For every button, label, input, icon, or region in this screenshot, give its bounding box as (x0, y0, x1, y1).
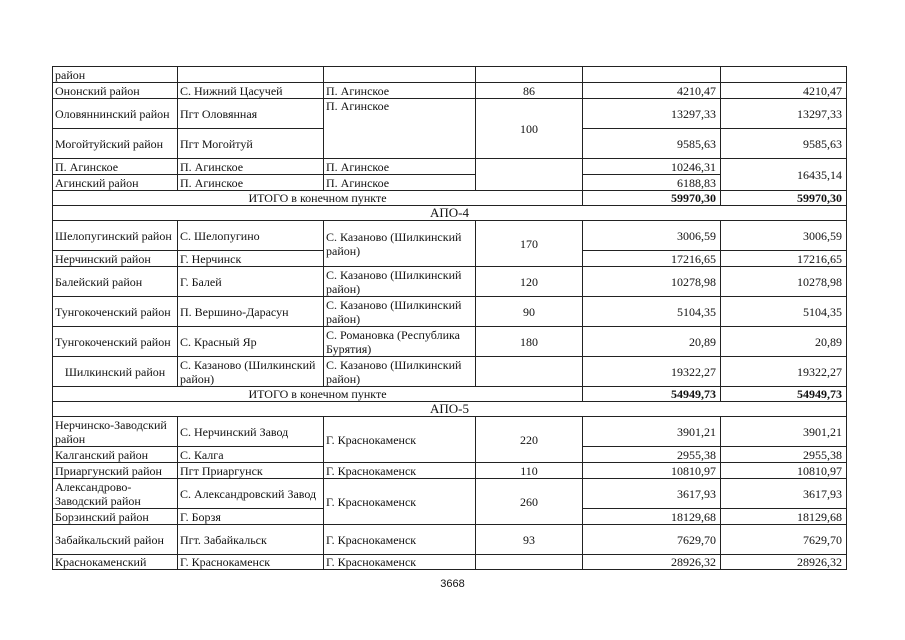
district-cell: район (53, 67, 178, 83)
distance-cell: 100 (476, 99, 583, 159)
volume-cell: 3901,21 (583, 417, 721, 447)
origin-cell: П. Агинское (178, 175, 324, 191)
origin-cell: Пгт Приаргунск (178, 463, 324, 479)
table-row (53, 555, 847, 570)
volume-final-cell: 18129,68 (721, 509, 847, 525)
origin-cell: Г. Нерчинск (178, 251, 324, 267)
district-cell: Нерчинский район (53, 251, 178, 267)
volume-cell: 5104,35 (583, 297, 721, 327)
table-row (53, 357, 847, 387)
distance-cell: 170 (476, 221, 583, 267)
distance-cell: 86 (476, 83, 583, 99)
group-row (53, 402, 847, 417)
origin-cell (178, 67, 324, 83)
total-volume-final: 54949,73 (721, 387, 847, 402)
volume-final-cell: 19322,27 (721, 357, 847, 387)
total-volume: 59970,30 (583, 191, 721, 206)
table-row (53, 327, 847, 357)
table-row (53, 67, 847, 83)
total-volume-final: 59970,30 (721, 191, 847, 206)
distance-cell (476, 357, 583, 387)
destination-cell: С. Романовка (Республика Бурятия) (324, 327, 476, 357)
origin-cell: П. Вершино-Дарасун (178, 297, 324, 327)
district-cell: Шелопугинский район (53, 221, 178, 251)
total-volume: 54949,73 (583, 387, 721, 402)
district-cell: Могойтуйский район (53, 129, 178, 159)
volume-cell: 20,89 (583, 327, 721, 357)
volume-cell: 3006,59 (583, 221, 721, 251)
volume-cell: 10278,98 (583, 267, 721, 297)
volume-final-cell: 17216,65 (721, 251, 847, 267)
volume-final-cell: 16435,14 (721, 159, 847, 191)
volume-final-cell: 10810,97 (721, 463, 847, 479)
origin-cell: С. Нижний Цасучей (178, 83, 324, 99)
district-cell: Балейский район (53, 267, 178, 297)
volume-cell: 4210,47 (583, 83, 721, 99)
destination-cell (324, 67, 476, 83)
district-cell: П. Агинское (53, 159, 178, 175)
table-row (53, 83, 847, 99)
distance-cell: 110 (476, 463, 583, 479)
destination-cell: Г. Краснокаменск (324, 479, 476, 525)
district-cell: Ононский район (53, 83, 178, 99)
table-row (53, 99, 847, 129)
volume-final-cell: 7629,70 (721, 525, 847, 555)
district-cell: Борзинский район (53, 509, 178, 525)
destination-cell: П. Агинское (324, 175, 476, 191)
total-row (53, 387, 847, 402)
volume-cell: 13297,33 (583, 99, 721, 129)
distance-cell: 93 (476, 525, 583, 555)
table-row (53, 267, 847, 297)
volume-final-cell (721, 67, 847, 83)
origin-cell: Пгт. Забайкальск (178, 525, 324, 555)
district-cell: Нерчинско-Заводский район (53, 417, 178, 447)
destination-cell: П. Агинское (324, 83, 476, 99)
origin-cell: Г. Краснокаменск (178, 555, 324, 570)
destination-cell: П. Агинское (324, 99, 476, 159)
destination-cell: Г. Краснокаменск (324, 463, 476, 479)
destination-cell: Г. Краснокаменск (324, 555, 476, 570)
volume-final-cell: 20,89 (721, 327, 847, 357)
volume-cell (583, 67, 721, 83)
distance-cell: 220 (476, 417, 583, 463)
distance-cell (476, 555, 583, 570)
volume-final-cell: 9585,63 (721, 129, 847, 159)
table-row (53, 221, 847, 251)
district-cell: Шилкинский район (53, 357, 178, 387)
district-cell: Забайкальский район (53, 525, 178, 555)
volume-final-cell: 3901,21 (721, 417, 847, 447)
table-row (53, 463, 847, 479)
volume-cell: 9585,63 (583, 129, 721, 159)
total-label: ИТОГО в конечном пункте (53, 387, 583, 402)
distance-cell: 180 (476, 327, 583, 357)
district-cell: Приаргунский район (53, 463, 178, 479)
table-row (53, 479, 847, 509)
volume-cell: 7629,70 (583, 525, 721, 555)
origin-cell: С. Казаново (Шилкинский район) (178, 357, 324, 387)
volume-final-cell: 3617,93 (721, 479, 847, 509)
volume-cell: 10810,97 (583, 463, 721, 479)
volume-final-cell: 2955,38 (721, 447, 847, 463)
volume-cell: 10246,31 (583, 159, 721, 175)
destination-cell: С. Казаново (Шилкинский район) (324, 221, 476, 267)
volume-final-cell: 4210,47 (721, 83, 847, 99)
table-row (53, 525, 847, 555)
origin-cell: Пгт Могойтуй (178, 129, 324, 159)
volume-final-cell: 10278,98 (721, 267, 847, 297)
district-cell: Тунгокоченский район (53, 297, 178, 327)
distance-cell: 120 (476, 267, 583, 297)
district-cell: Калганский район (53, 447, 178, 463)
district-cell: Краснокаменский (53, 555, 178, 570)
destination-cell: П. Агинское (324, 159, 476, 175)
volume-cell: 2955,38 (583, 447, 721, 463)
distance-cell (476, 67, 583, 83)
destination-cell: С. Казаново (Шилкинский район) (324, 297, 476, 327)
group-row (53, 206, 847, 221)
destination-cell: Г. Краснокаменск (324, 417, 476, 463)
distance-cell (476, 159, 583, 191)
origin-cell: С. Калга (178, 447, 324, 463)
origin-cell: С. Красный Яр (178, 327, 324, 357)
table-row (53, 417, 847, 447)
district-cell: Тунгокоченский район (53, 327, 178, 357)
distance-cell: 90 (476, 297, 583, 327)
page-number: 3668 (440, 578, 465, 590)
origin-cell: П. Агинское (178, 159, 324, 175)
volume-cell: 19322,27 (583, 357, 721, 387)
destination-cell: С. Казаново (Шилкинский район) (324, 267, 476, 297)
volume-cell: 17216,65 (583, 251, 721, 267)
destination-cell: Г. Краснокаменск (324, 525, 476, 555)
distance-cell: 260 (476, 479, 583, 525)
transport-table (52, 66, 847, 570)
volume-final-cell: 13297,33 (721, 99, 847, 129)
table-row (53, 297, 847, 327)
group-header: АПО-4 (53, 206, 847, 221)
volume-cell: 18129,68 (583, 509, 721, 525)
volume-cell: 28926,32 (583, 555, 721, 570)
total-row (53, 191, 847, 206)
volume-final-cell: 28926,32 (721, 555, 847, 570)
district-cell: Оловяннинский район (53, 99, 178, 129)
origin-cell: С. Александровский Завод (178, 479, 324, 509)
origin-cell: Пгт Оловянная (178, 99, 324, 129)
table-row (53, 159, 847, 175)
origin-cell: С. Шелопугино (178, 221, 324, 251)
volume-final-cell: 3006,59 (721, 221, 847, 251)
district-cell: Александрово-Заводский район (53, 479, 178, 509)
group-header: АПО-5 (53, 402, 847, 417)
origin-cell: С. Нерчинский Завод (178, 417, 324, 447)
origin-cell: Г. Балей (178, 267, 324, 297)
destination-cell: С. Казаново (Шилкинский район) (324, 357, 476, 387)
volume-final-cell: 5104,35 (721, 297, 847, 327)
volume-cell: 3617,93 (583, 479, 721, 509)
volume-cell: 6188,83 (583, 175, 721, 191)
total-label: ИТОГО в конечном пункте (53, 191, 583, 206)
district-cell: Агинский район (53, 175, 178, 191)
origin-cell: Г. Борзя (178, 509, 324, 525)
